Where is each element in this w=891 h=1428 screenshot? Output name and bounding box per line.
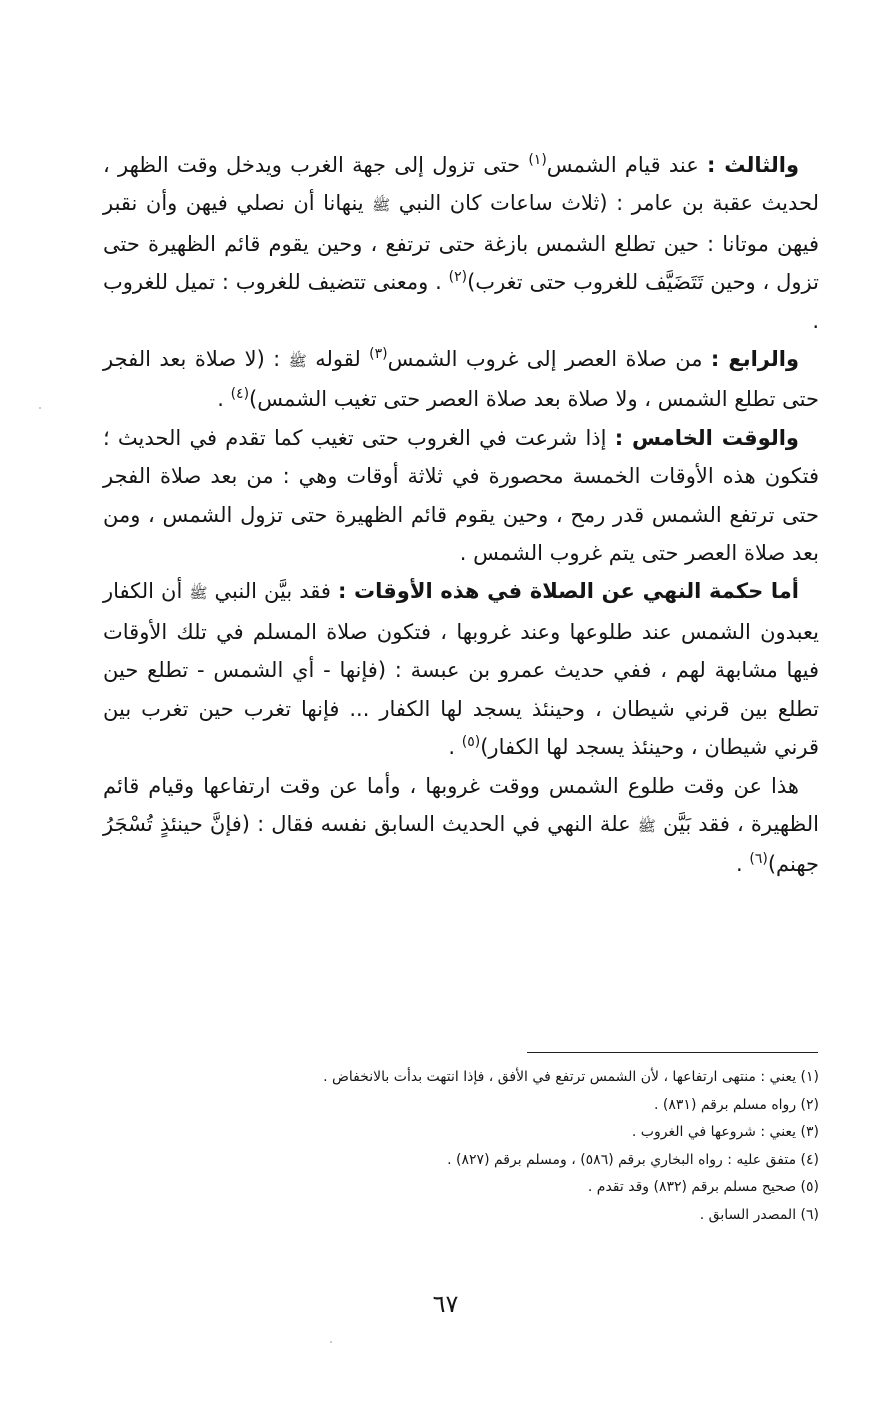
text-run: إذا شرعت في الغروب حتى تغيب كما تقدم في الحديث ؛ فتكون هذه الأوقات الخمسة محصورة في ثلاثة أوقات وهي : من بعد صلاة الفجر حتى ترتفع الشمس قدر رمح ، وحين يقوم قائم الظهيرة حتى تزول الشمس ، ومن بعد صلاة العصر حتى يتم غروب الشمس . [103,425,819,566]
salutation-glyph: ﷺ [372,196,391,215]
text-run: : (لا صلاة بعد الفجر حتى تطلع الشمس ، ولا صلاة بعد صلاة العصر حتى تغيب الشمس) [103,347,819,412]
paragraph-fifth-time [103,419,819,573]
footnote-2: (٢) رواه مسلم برقم (٨٣١) . [654,1096,819,1113]
footnote-ref: (٥) [461,734,481,751]
paragraph-lead: والثالث : [707,153,800,177]
footnote-1: (١) يعني : منتهى ارتفاعها ، لأن الشمس ترتفع في الأفق ، فإذا انتهت بدأت بالانخفاض . [323,1069,819,1085]
footnote-ref: (٦) [749,851,768,868]
text-run: عند قيام الشمس [546,153,708,177]
paragraph-lead: والرابع : [710,347,799,372]
paragraph-fourth-time [103,340,819,419]
text-run: . [736,852,750,877]
footnote-divider [527,1052,818,1053]
paragraph-lead: والوقت الخامس : [614,425,799,450]
text-run: هذا عن وقت طلوع الشمس ووقت غروبها ، وأما عن وقت ارتفاعها وقيام قائم الظهيرة ، فقد بَيَّن [103,773,819,836]
footnote-ref: (٢) [448,269,468,286]
salutation-glyph: ﷺ [189,584,208,603]
footnote-3: (٣) يعني : شروعها في الغروب . [631,1124,819,1140]
footnote-ref: (٤) [230,386,250,403]
footnote-5: (٥) صحيح مسلم برقم (٨٣٢) وقد تقدم . [587,1179,819,1195]
paragraph-third-time [103,146,819,340]
paragraph-wisdom [103,572,819,766]
text-run: حتى تزول إلى جهة الغرب ويدخل وقت الظهر ، لحديث عقبة بن عامر : (ثلاث ساعات كان النبي [103,153,820,216]
paragraph-lead: أما حكمة النهي عن الصلاة في هذه الأوقات : [337,579,799,604]
footnote-ref: (١) [528,152,547,168]
footnote-4: (٤) متفق عليه : رواه البخاري برقم (٥٨٦) ، ومسلم برقم (٨٢٧) . [447,1151,819,1168]
text-run: ينهانا أن نصلي فيهن وأن نقبر فيهن موتانا : حين تطلع الشمس بازغة حتى ترتفع ، وحين يقوم قائم الظهيرة حتى تزول ، وحين تَتَضَيَّف للغروب حتى تغرب) [103,191,819,295]
text-run: فقد بيَّن النبي [207,579,338,604]
text-run: أن الكفار يعبدون الشمس عند طلوعها وعند غروبها ، فتكون صلاة المسلم في تلك الأوقات فيها مشابهة لهم ، ففي حديث عمرو بن عبسة : (فإنها - أي الشمس - تطلع حين تطلع بين قرني شيطان ، وحينئذ يسجد لها الكفار ... فإنها تغرب حين تغرب بين قرني شيطان ، وحينئذ يسجد لها الكفار) [103,579,819,760]
page-number: ٦٧ [432,1290,459,1318]
text-run: . ومعنى تتضيف للغروب : تميل للغروب . [103,270,819,333]
main-text [103,146,819,884]
text-run: لقوله [306,347,370,372]
text-run: . [448,735,462,760]
paragraph-closing [103,767,819,884]
text-run: من صلاة العصر إلى غروب الشمس [387,347,711,372]
text-run: . [217,387,231,412]
salutation-glyph: ﷺ [637,816,656,835]
salutation-glyph: ﷺ [288,352,307,371]
footnote-ref: (٣) [369,346,388,363]
scan-speck [39,407,41,409]
text-run: علة النهي في الحديث السابق نفسه فقال : (فإنَّ حينئذٍ تُسْجَرُ جهنم) [103,811,819,877]
footnote-6: (٦) المصدر السابق . [699,1206,819,1223]
footnotes [140,1064,819,1229]
scan-speck [330,1341,332,1343]
